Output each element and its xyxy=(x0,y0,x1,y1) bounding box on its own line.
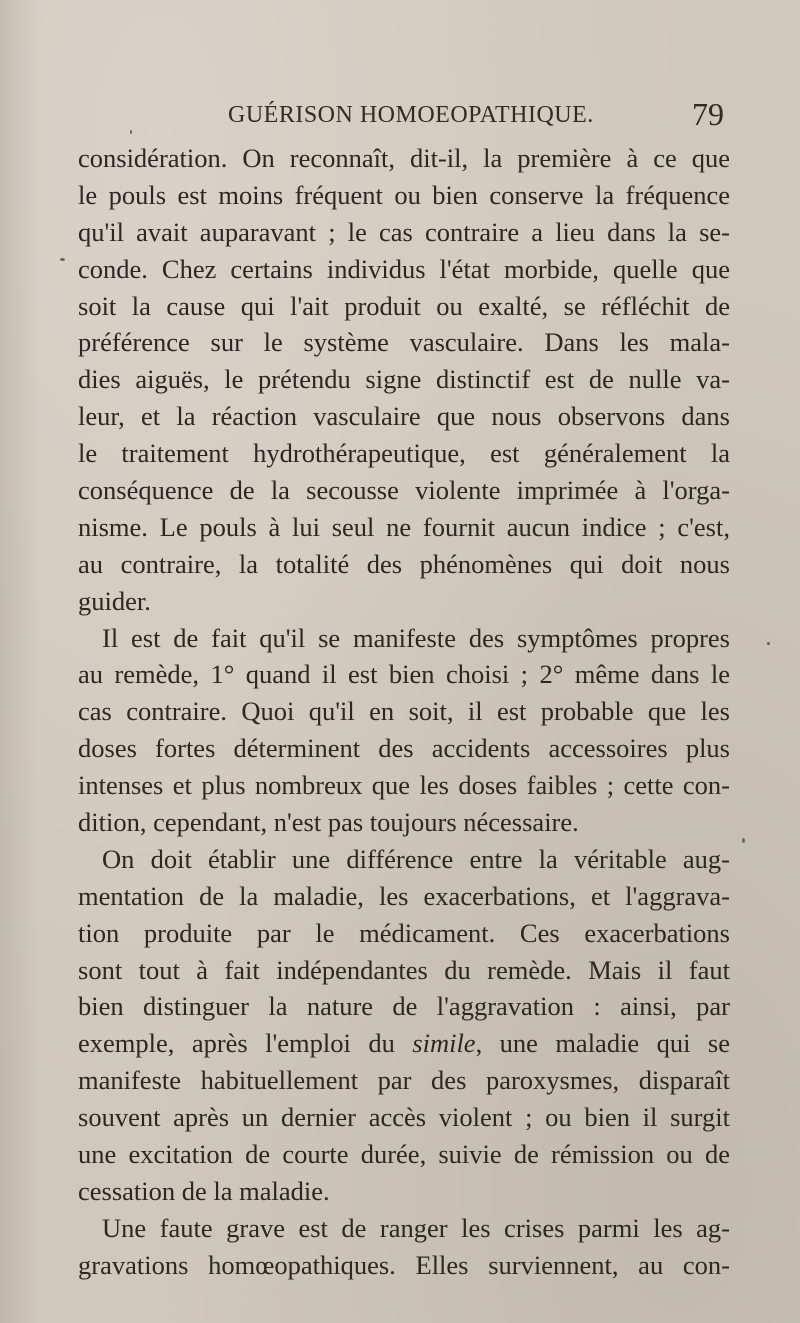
text-line: conde. Chez certains individus l'état morbide, quelle que xyxy=(78,253,730,284)
text-line: doses fortes déterminent des accidents accessoires plus xyxy=(78,733,730,764)
text-line-with-italic xyxy=(78,1025,730,1062)
text-line: intenses et plus nombreux que les doses faibles ; cette con- xyxy=(78,770,730,801)
paper-speck xyxy=(60,258,65,261)
text-line: sont tout à fait indépendantes du remède. Mais il faut xyxy=(78,954,730,985)
text-line: guider. xyxy=(78,585,151,616)
paragraph-start-line: On doit établir une différence entre la véritable aug- xyxy=(102,843,730,874)
text-line: qu'il avait auparavant ; le cas contraire a lieu dans la se- xyxy=(78,216,730,247)
text-line: tion produite par le médicament. Ces exacerbations xyxy=(78,917,730,948)
text-line: considération. On reconnaît, dit-il, la première à ce que xyxy=(78,143,730,173)
body-text xyxy=(78,140,730,1284)
paper-speck xyxy=(742,838,745,843)
text-line: souvent après un dernier accès violent ; ou bien il surgit xyxy=(78,1102,730,1133)
text-line: le pouls est moins fréquent ou bien conserve la fréquence xyxy=(78,179,730,210)
text-line: préférence sur le système vasculaire. Dans les mala- xyxy=(78,327,730,358)
text-segment: , une maladie qui se xyxy=(475,1028,730,1059)
text-line: nisme. Le pouls à lui seul ne fournit aucun indice ; c'est, xyxy=(78,511,730,542)
italic-word: simile xyxy=(412,1028,476,1059)
text-line: bien distinguer la nature de l'aggravation : ainsi, par xyxy=(78,991,730,1022)
text-line: conséquence de la secousse violente imprimée à l'orga- xyxy=(78,475,730,506)
text-line: soit la cause qui l'ait produit ou exalté, se réfléchit de xyxy=(78,290,730,321)
text-line: mentation de la maladie, les exacerbations, et l'aggrava- xyxy=(78,880,730,911)
page-header xyxy=(0,96,800,136)
text-line: une excitation de courte durée, suivie de rémission ou de xyxy=(78,1139,730,1170)
paragraph-start-line: Il est de fait qu'il se manifeste des symptômes propres xyxy=(102,622,730,653)
text-line: gravations homœopathiques. Elles surviennent, au con- xyxy=(78,1249,730,1280)
paragraph-start-line: Une faute grave est de ranger les crises parmi les ag- xyxy=(102,1212,730,1243)
paper-speck xyxy=(767,642,770,645)
text-line: cas contraire. Quoi qu'il en soit, il est probable que les xyxy=(78,696,730,727)
text-line: le traitement hydrothérapeutique, est généralement la xyxy=(78,438,730,469)
running-title: GUÉRISON HOMOEOPATHIQUE. xyxy=(228,102,594,128)
text-line: dies aiguës, le prétendu signe distinctif est de nulle va- xyxy=(78,364,730,395)
text-line: manifeste habituellement par des paroxysmes, disparaît xyxy=(78,1065,730,1096)
page-edge-shadow xyxy=(0,0,40,1323)
text-line: dition, cependant, n'est pas toujours nécessaire. xyxy=(78,807,579,838)
paper-speck xyxy=(130,130,132,134)
page-number: 79 xyxy=(692,96,724,132)
text-line: cessation de la maladie. xyxy=(78,1175,330,1206)
text-line: leur, et la réaction vasculaire que nous observons dans xyxy=(78,401,730,432)
text-segment: exemple, après l'emploi du xyxy=(78,1028,395,1059)
text-line: au remède, 1° quand il est bien choisi ; 2° même dans le xyxy=(78,659,730,690)
text-line: au contraire, la totalité des phénomènes qui doit nous xyxy=(78,548,730,579)
